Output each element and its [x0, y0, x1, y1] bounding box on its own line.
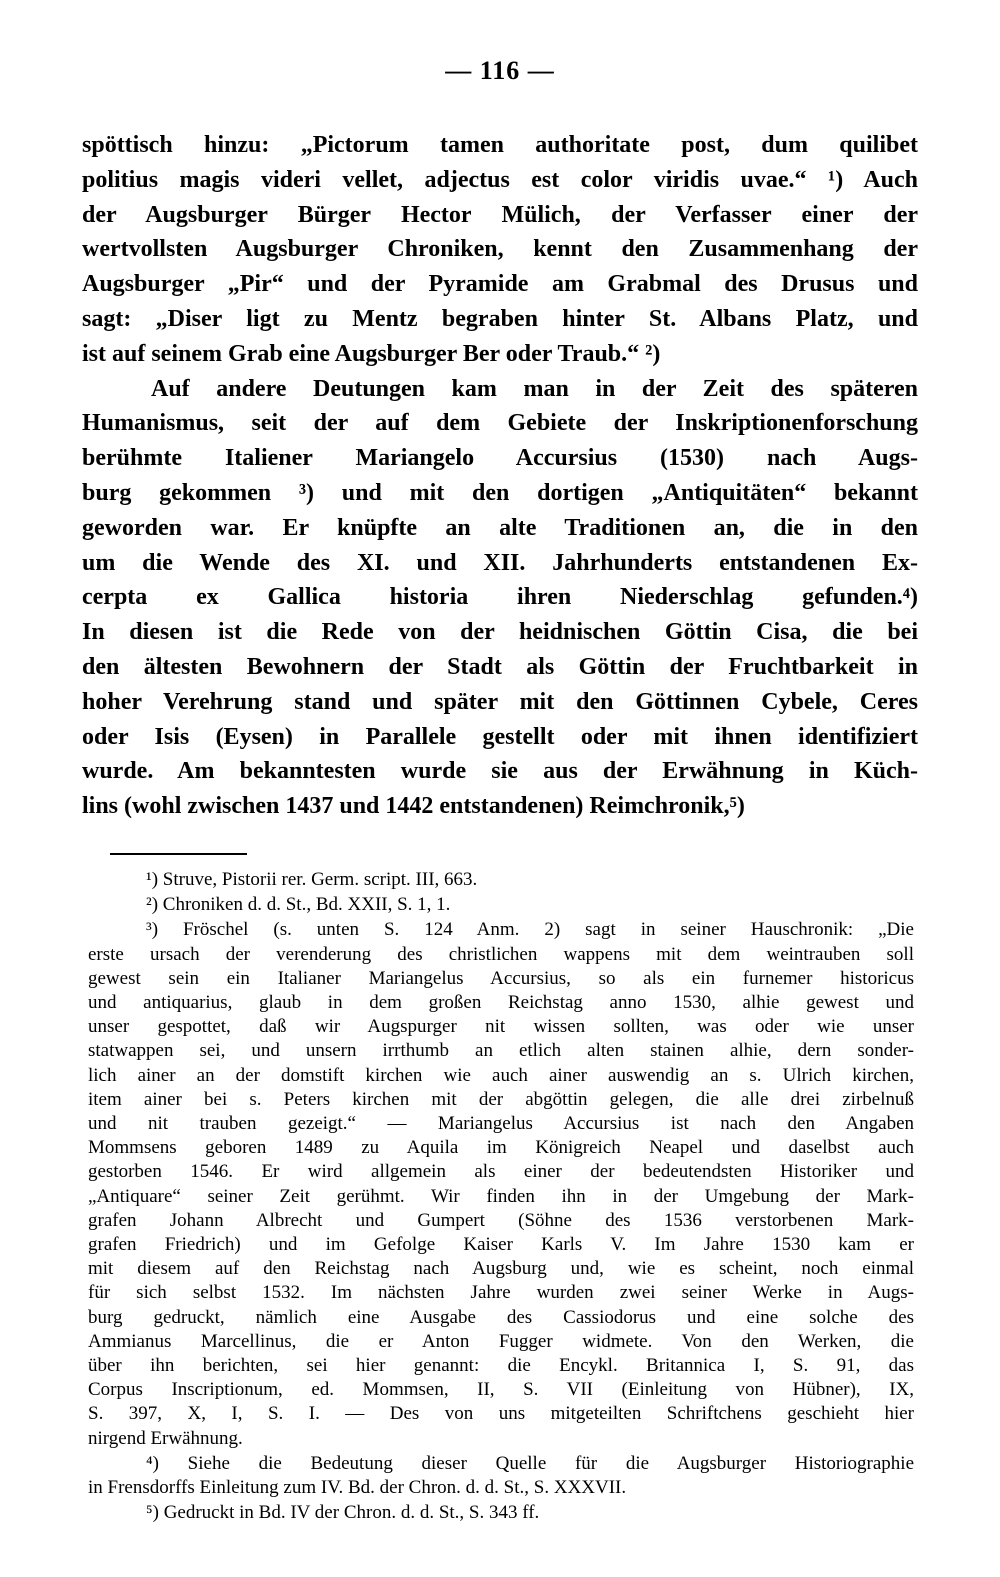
text-line: Augsburger „Pir“ und der Pyramide am Grabmal des Drusus und: [82, 271, 918, 298]
main-text: [82, 128, 918, 824]
text-line: Auf andere Deutungen kam man in der Zeit des späteren: [151, 375, 918, 402]
footnote: [88, 1452, 914, 1500]
text-line: burg gekommen ³) und mit den dortigen „Antiquitäten“ bekannt: [82, 479, 918, 506]
text-line: spöttisch hinzu: „Pictorum tamen authoritate post, dum quilibet: [82, 132, 918, 158]
text-line: hoher Verehrung stand und später mit den Göttinnen Cybele, Ceres: [82, 688, 918, 715]
footnote-line: gestorben 1546. Er wird allgemein als einer der bedeutendsten Historiker und: [88, 1161, 914, 1183]
footnote-line: für sich selbst 1532. Im nächsten Jahre wurden zwei seiner Werke in Augs-: [88, 1282, 914, 1304]
footnote-separator: [110, 853, 247, 855]
footnote-marker: ¹): [146, 869, 163, 890]
text-line: politius magis videri vellet, adjectus est color viridis uvae.“ ¹) Auch: [82, 166, 918, 193]
text-line: geworden war. Er knüpfte an alte Traditionen an, die in den: [82, 514, 918, 541]
text-line: Humanismus, seit der auf dem Gebiete der Inskriptionenforschung: [82, 410, 918, 437]
footnote: [88, 868, 914, 892]
footnote-line: lich ainer an der domstift kirchen wie auch ainer auswendig an s. Ulrich kirchen,: [88, 1064, 914, 1086]
footnote-first-line: [88, 918, 914, 942]
footnotes: [88, 868, 914, 1526]
text-line: um die Wende des XI. und XII. Jahrhunderts entstandenen Ex-: [82, 549, 918, 576]
footnote-text: Struve, Pistorii rer. Germ. script. III, 663.: [162, 869, 478, 890]
text-line: der Augsburger Bürger Hector Mülich, der Verfasser einer der: [82, 201, 918, 228]
text-line: ist auf seinem Grab eine Augsburger Ber oder Traub.“ ²): [82, 340, 661, 367]
footnote-first-line: [88, 868, 914, 892]
footnote-line: gewest sein ein Italianer Mariangelus Accursius, so als ein furnemer historicus: [88, 967, 914, 989]
footnote-first-line: [88, 1501, 914, 1525]
footnote-line: unser gespottet, daß wir Augspurger nit wissen sollten, was oder wie unser: [88, 1016, 914, 1038]
footnote-marker: ³): [146, 919, 183, 941]
text-line: berühmte Italiener Mariangelo Accursius (1530) nach Augs-: [82, 445, 918, 472]
footnote-text: Fröschel (s. unten S. 124 Anm. 2) sagt in seiner Hauschronik: „Die: [182, 919, 914, 941]
footnote-line: nirgend Erwähnung.: [88, 1427, 243, 1449]
footnote: [88, 1501, 914, 1525]
footnote-line: über ihn berichten, sei hier genannt: die Encykl. Britannica I, S. 91, das: [88, 1355, 914, 1377]
footnote-text: Chroniken d. d. St., Bd. XXII, S. 1, 1.: [162, 894, 451, 916]
footnote-marker: ²): [146, 894, 163, 916]
footnote-line: item ainer bei s. Peters kirchen mit der abgöttin gelegen, die alle drei zirbelnuß: [88, 1088, 914, 1110]
footnote-line: erste ursach der verenderung des christlichen wappens mit dem weintrauben soll: [88, 943, 914, 965]
footnote-line: Corpus Inscriptionum, ed. Mommsen, II, S. VII (Einleitung von Hübner), IX,: [88, 1379, 914, 1401]
page-number: — 116 —: [445, 56, 555, 85]
text-line: lins (wohl zwischen 1437 und 1442 entstandenen) Reimchronik,⁵): [82, 793, 745, 820]
text-line: sagt: „Diser ligt zu Mentz begraben hinter St. Albans Platz, und: [82, 305, 918, 332]
footnote-line: statwappen sei, und unsern irrthumb an etlich alten stainen alhie, dern sonder-: [88, 1040, 914, 1062]
footnote-marker: ⁴): [146, 1452, 188, 1474]
footnote-line: und antiquarius, glaub in dem großen Reichstag anno 1530, alhie gewest und: [88, 992, 914, 1014]
text-line: wertvollsten Augsburger Chroniken, kennt den Zusammenhang der: [82, 236, 918, 263]
footnote-line: Ammianus Marcellinus, die er Anton Fugger widmete. Von den Werken, die: [88, 1330, 914, 1352]
footnote-first-line: [88, 1452, 914, 1476]
footnote-line: mit diesem auf den Reichstag nach Augsburg und, wie es scheint, noch einmal: [88, 1258, 914, 1280]
footnote-text: Siehe die Bedeutung dieser Quelle für die Augsburger Historiographie: [187, 1452, 915, 1474]
footnote: [88, 893, 914, 917]
footnote-first-line: [88, 893, 914, 917]
text-line: oder Isis (Eysen) in Parallele gestellt oder mit ihnen identifiziert: [82, 723, 918, 750]
footnote-line: grafen Johann Albrecht und Gumpert (Söhne des 1536 verstorbenen Mark-: [88, 1209, 914, 1231]
footnote-line: burg gedruckt, nämlich eine Ausgabe des Cassiodorus und eine solche des: [88, 1306, 914, 1328]
footnote-line: und nit trauben gezeigt.“ — Mariangelus Accursius ist nach den Angaben: [88, 1113, 914, 1135]
footnote-marker: ⁵): [146, 1502, 164, 1524]
footnote-line: Mommsens geboren 1489 zu Aquila im Königreich Neapel und daselbst auch: [88, 1137, 914, 1159]
text-line: den ältesten Bewohnern der Stadt als Göttin der Fruchtbarkeit in: [82, 653, 918, 680]
text-line: wurde. Am bekanntesten wurde sie aus der Erwähnung in Küch-: [82, 758, 918, 785]
footnote-line: grafen Friedrich) und im Gefolge Kaiser Karls V. Im Jahre 1530 kam er: [88, 1234, 914, 1256]
footnote-line: in Frensdorffs Einleitung zum IV. Bd. der Chron. d. d. St., S. XXXVII.: [88, 1477, 627, 1499]
text-line: cerpta ex Gallica historia ihren Niederschlag gefunden.⁴): [82, 584, 918, 611]
footnote-line: „Antiquare“ seiner Zeit gerühmt. Wir finden ihn in der Umgebung der Mark-: [88, 1185, 914, 1207]
footnote-line: S. 397, X, I, S. I. — Des von uns mitgeteilten Schriftchens geschieht hier: [88, 1403, 914, 1425]
text-line: In diesen ist die Rede von der heidnischen Göttin Cisa, die bei: [82, 619, 918, 646]
footnote: [88, 918, 914, 1450]
footnote-text: Gedruckt in Bd. IV der Chron. d. d. St., S. 343 ff.: [163, 1502, 540, 1524]
